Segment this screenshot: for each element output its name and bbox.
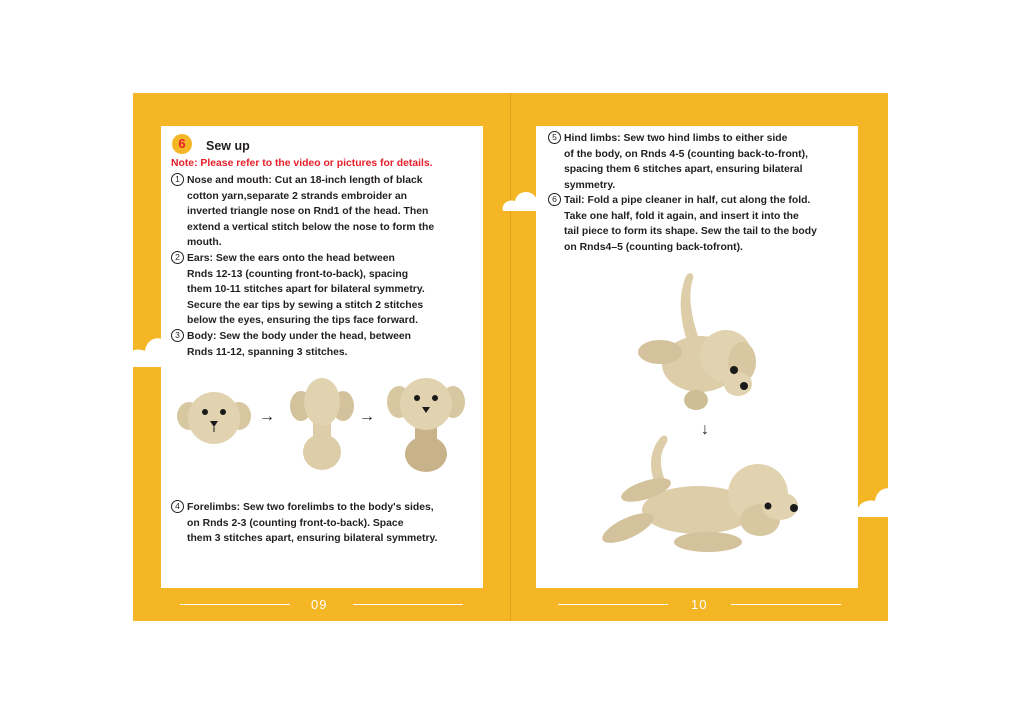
footer-line [353, 604, 463, 605]
line: Ears: Sew the ears onto the head between [187, 253, 395, 264]
page-number-right: 10 [691, 597, 708, 612]
marker-5: 5 [548, 131, 561, 144]
photo-dog-with-limbs-and-tail [598, 428, 808, 563]
line: Secure the ear tips by sewing a stitch 2 stitches [187, 299, 424, 311]
line: Hind limbs: Sew two hind limbs to either side [564, 133, 788, 144]
cloud-middle-decoration [501, 185, 541, 215]
instruction-forelimbs [171, 500, 437, 547]
left-page-panel [161, 126, 483, 588]
page-fold [510, 93, 511, 621]
instruction-nose-mouth [171, 173, 434, 251]
marker-3: 3 [171, 329, 184, 342]
line: Tail: Fold a pipe cleaner in half, cut along the fold. [564, 195, 811, 206]
photo-head [177, 388, 255, 448]
arrow-down-icon: ↓ [701, 421, 709, 438]
step-badge: 6 [172, 134, 192, 154]
cloud-right-decoration [857, 471, 897, 521]
note-text: Note: Please refer to the video or pictures for details. [171, 158, 433, 169]
page-number-left: 09 [311, 597, 328, 612]
line: symmetry. [564, 179, 616, 191]
footer-line [558, 604, 668, 605]
instruction-hind-limbs [548, 131, 808, 193]
arrow-right-icon: → [259, 408, 275, 425]
cloud-left-decoration [125, 321, 165, 371]
section-title: Sew up [206, 139, 250, 153]
marker-2: 2 [171, 251, 184, 264]
book-spread [133, 93, 888, 621]
instruction-body [171, 329, 411, 360]
marker-4: 4 [171, 500, 184, 513]
line: them 3 stitches apart, ensuring bilateral symmetry. [187, 533, 438, 545]
footer-line [731, 604, 841, 605]
line: below the eyes, ensuring the tips face forward. [187, 315, 418, 327]
photo-dog-without-limbs [634, 266, 764, 406]
line: Rnds 11-12, spanning 3 stitches. [187, 346, 348, 358]
line: Rnds 12-13 (counting front-to-back), spacing [187, 268, 409, 280]
line: on Rnds 2-3 (counting front-to-back). Space [187, 517, 404, 529]
line: extend a vertical stitch below the nose to form the [187, 221, 435, 233]
marker-6: 6 [548, 193, 561, 206]
instruction-ears [171, 251, 425, 329]
line: Nose and mouth: Cut an 18-inch length of black [187, 175, 423, 186]
line: on Rnds4–5 (counting back-tofront). [564, 241, 743, 253]
line: Forelimbs: Sew two forelimbs to the body's sides, [187, 502, 434, 513]
photo-head-with-body [387, 370, 465, 474]
line: Body: Sew the body under the head, between [187, 331, 412, 342]
right-page-panel [536, 126, 858, 588]
line: Take one half, fold it again, and insert it into the [564, 210, 799, 222]
line: spacing them 6 stitches apart, ensuring bilateral [564, 164, 803, 176]
line: of the body, on Rnds 4-5 (counting back-to-front), [564, 148, 808, 160]
footer-line [180, 604, 290, 605]
line: tail piece to form its shape. Sew the tail to the body [564, 226, 817, 238]
arrow-right-icon: → [359, 408, 375, 425]
line: mouth. [187, 237, 222, 249]
line: them 10-11 stitches apart for bilateral symmetry. [187, 284, 425, 296]
line: inverted triangle nose on Rnd1 of the head. Then [187, 206, 429, 218]
line: cotton yarn,separate 2 strands embroider an [187, 190, 408, 202]
marker-1: 1 [171, 173, 184, 186]
photo-head-back-with-body [289, 372, 355, 472]
instruction-tail [548, 193, 817, 255]
